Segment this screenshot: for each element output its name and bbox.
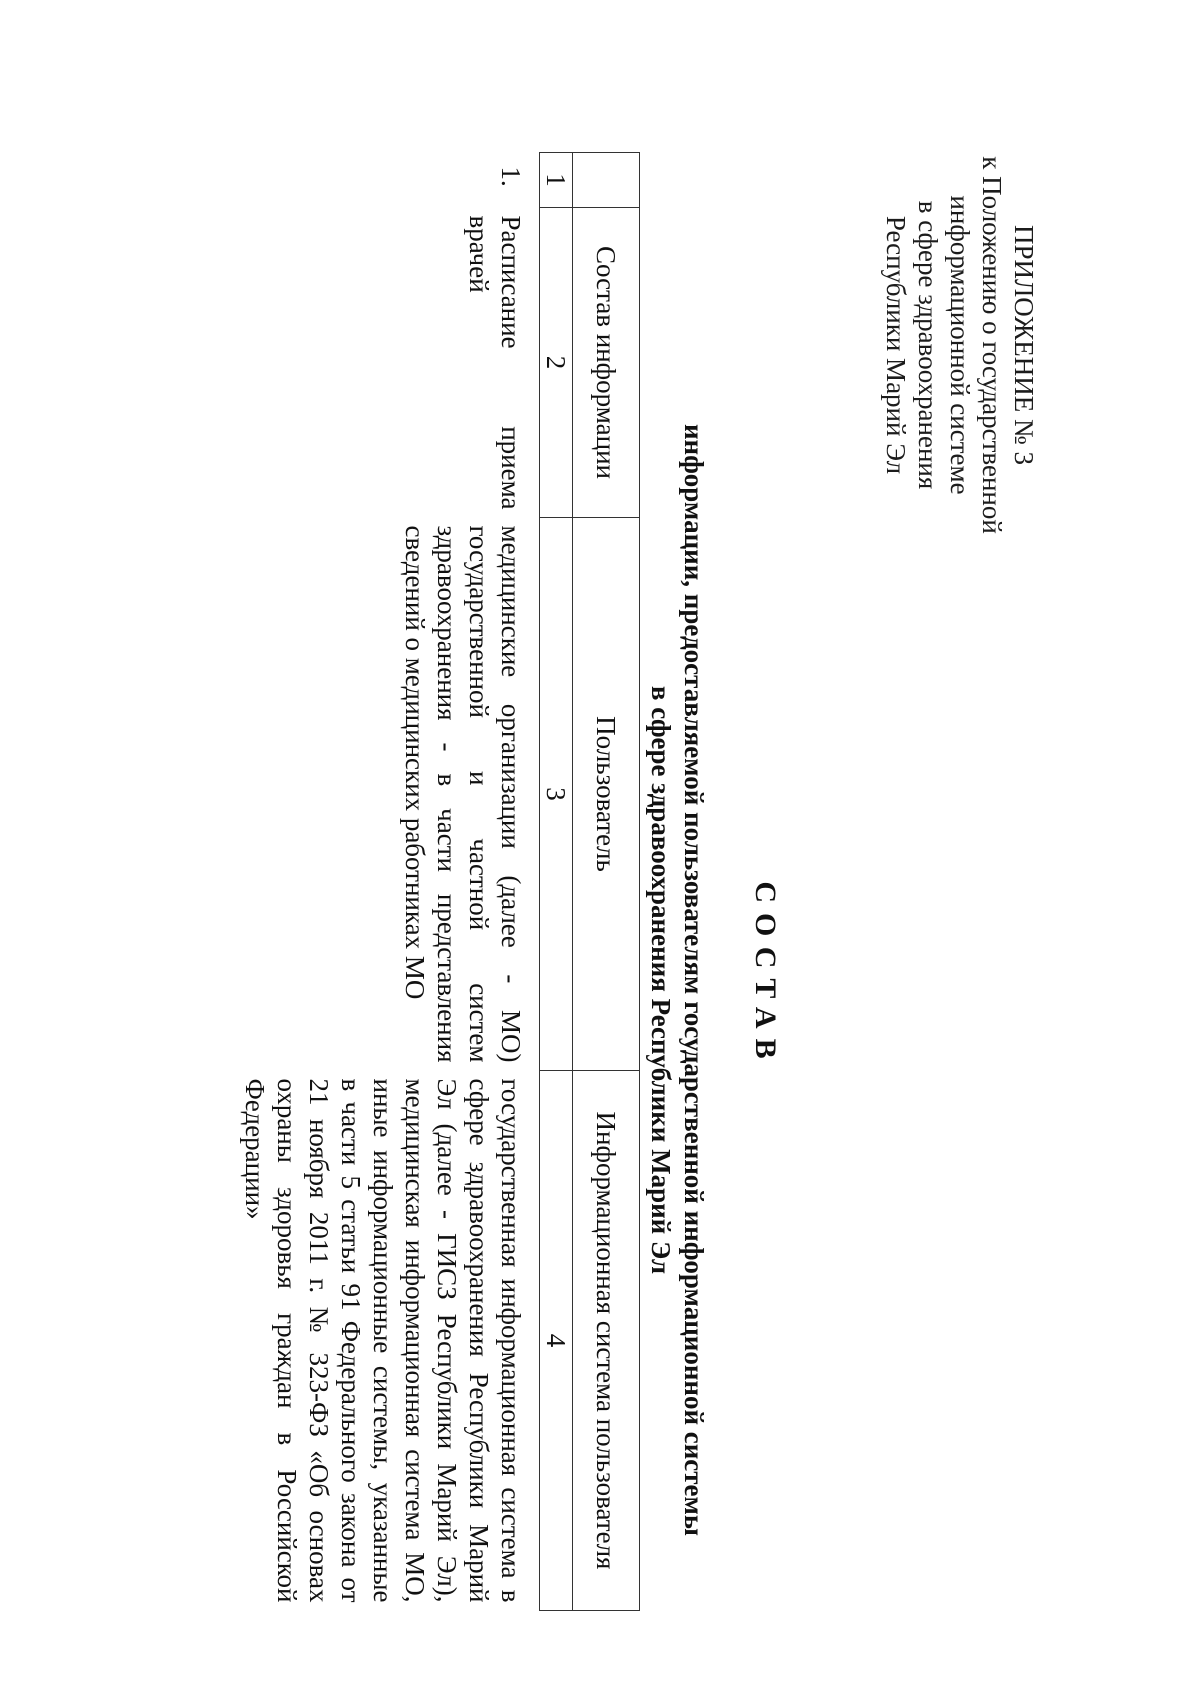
- row-system-cell: государственная информационная система в сфере здравоохранения Республики Марий Эл (далее - ГИСЗ Республики Марий Эл), медицинская информационная система МО, иные информационные системы, указанные в части 5 статьи 91 Федерального закона от 21 ноября 2011 г. № 323-ФЗ «Об основах охраны здоровья граждан в Российской Федерации»: [240, 1078, 526, 1603]
- appendix-line: в сфере здравоохранения: [913, 200, 943, 490]
- information-table: [236, 152, 640, 1611]
- row-user-cell: медицинские организации (далее - МО) государственной и частной систем здравоохранения - в части представления сведений о медицинских работниках МО: [400, 525, 526, 1063]
- appendix-line: к Положению о государственной: [977, 156, 1007, 534]
- row-info-word: Расписание: [496, 215, 526, 349]
- appendix-line: информационной системе: [945, 195, 975, 495]
- appendix-line: ПРИЛОЖЕНИЕ № 3: [1009, 224, 1039, 466]
- table-row: [236, 153, 540, 1611]
- header-cell-user: Пользователь: [573, 518, 640, 1071]
- header-cell-info: Состав информации: [573, 208, 640, 518]
- column-number: 3: [540, 518, 573, 1071]
- row-number: 1.: [496, 166, 526, 187]
- appendix-header: [880, 145, 1040, 545]
- row-info-cell: [236, 208, 540, 518]
- subtitle-line: в сфере здравоохранения Республики Марий Эл: [646, 685, 676, 1275]
- document-title: СОСТАВ: [749, 881, 782, 1069]
- row-info-word: врачей: [464, 215, 494, 293]
- row-info-word: приема: [496, 426, 526, 510]
- appendix-line: Республики Марий Эл: [881, 215, 911, 475]
- table-column-numbers-row: [540, 153, 573, 1611]
- table-header-row: [573, 153, 640, 1611]
- header-cell-number: [573, 153, 640, 208]
- header-cell-system: Информационная система пользователя: [573, 1071, 640, 1611]
- subtitle-line: информации, предоставляемой пользователям государственной информационной системы: [679, 424, 709, 1536]
- column-number: 2: [540, 208, 573, 518]
- document-subtitle: [644, 330, 710, 1630]
- column-number: 4: [540, 1071, 573, 1611]
- column-number: 1: [540, 153, 573, 208]
